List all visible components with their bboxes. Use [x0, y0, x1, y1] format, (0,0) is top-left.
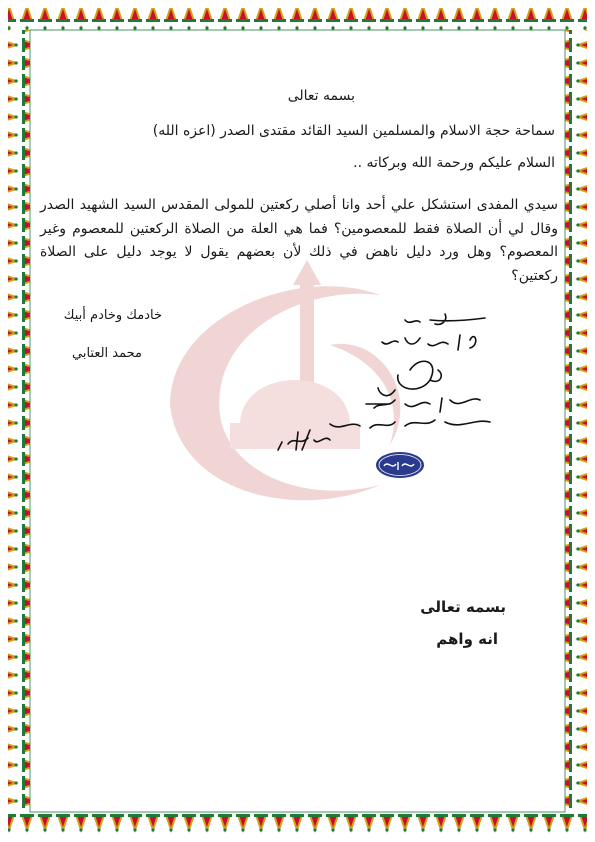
letter-body: سيدي المفدى استشكل علي أحد وانا أصلي ركعتين للمولى المقدس السيد الشهيد الصدر وقال لي أن الصلاة فقط للمعصومين؟ فما هي العلة من الصلاة الركعتين للمعصوم وغير المعصوم؟ وهل ورد دليل ناهض في ذلك لأن بعضهم يقول لا يوجد دليل على الصلاة ركعتين؟ [40, 197, 558, 284]
letter-address: سماحة حجة الاسلام والمسلمين السيد القائد مقتدى الصدر (اعزه الله) [152, 123, 555, 139]
letter-greeting: السلام عليكم ورحمة الله وبركاته .. [353, 155, 555, 171]
reply-heading: بسمه تعالى [420, 598, 506, 616]
reply-answer: انه واهم [436, 630, 498, 648]
official-stamp [374, 450, 426, 480]
letter-closing: خادمك وخادم أبيك [63, 308, 162, 323]
letter-heading: بسمه تعالى [287, 88, 355, 104]
sender-name: محمد العتابي [71, 346, 142, 361]
